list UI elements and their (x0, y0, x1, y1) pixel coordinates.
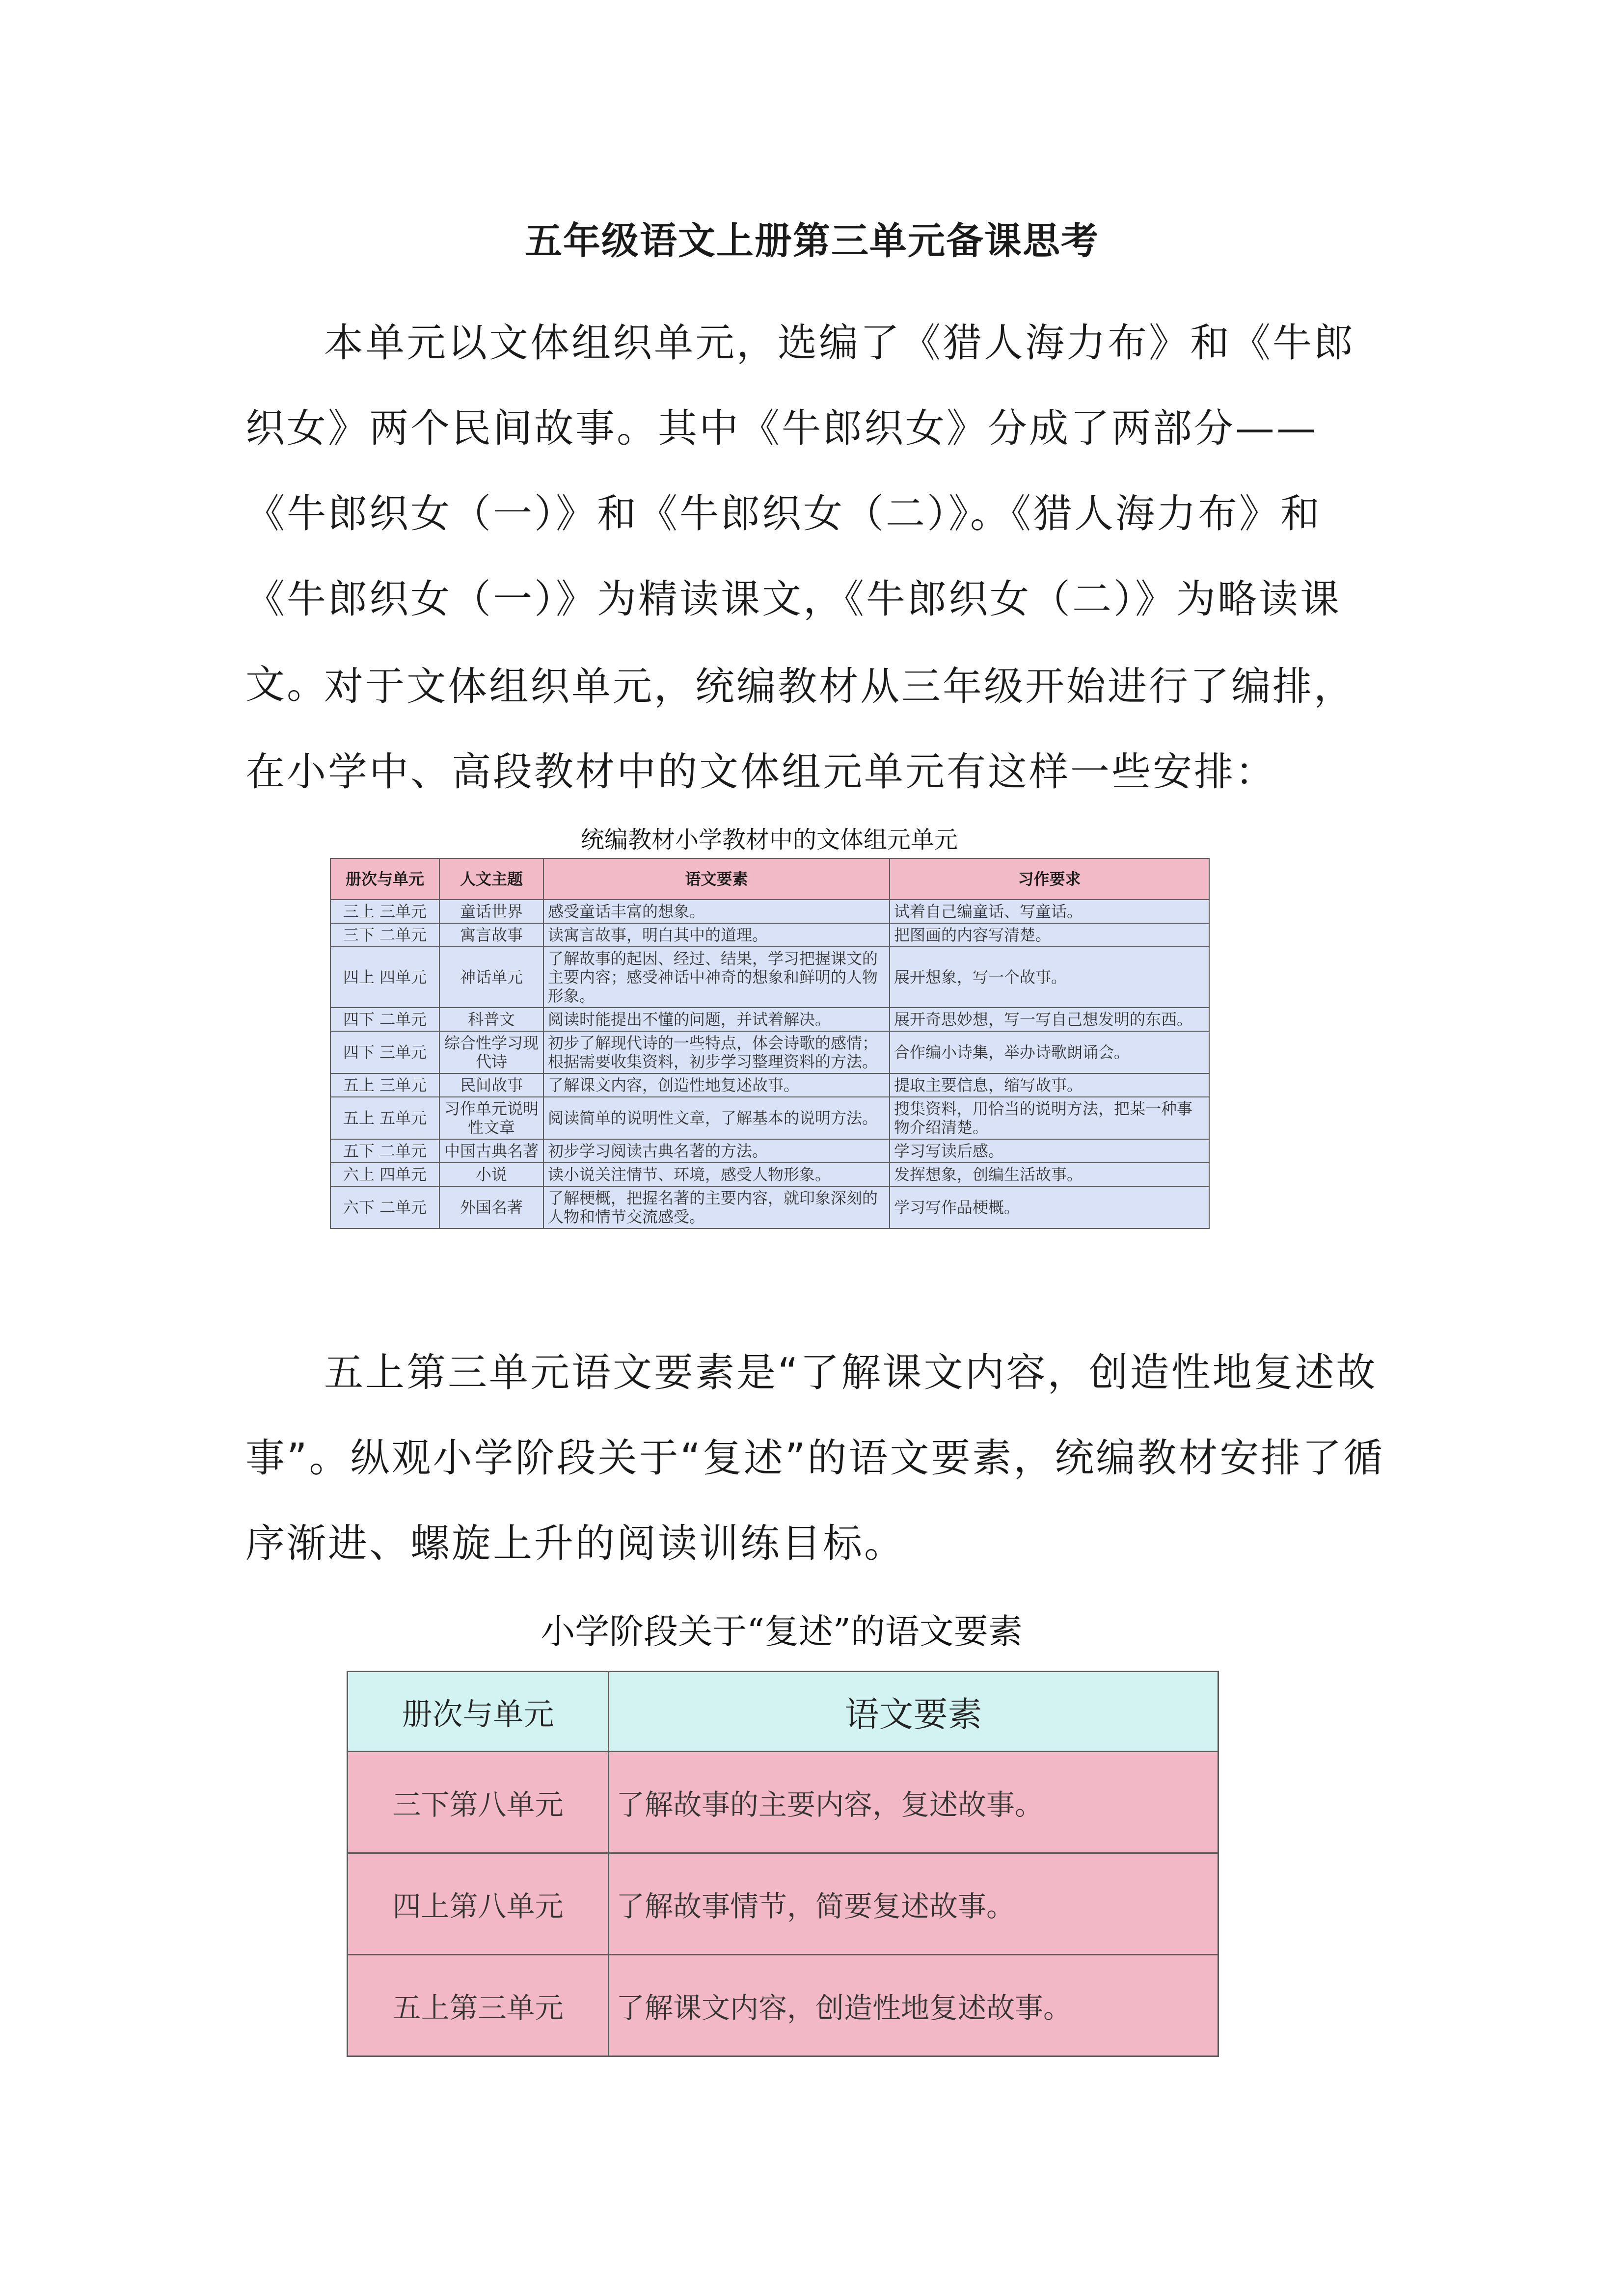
table-row (330, 1031, 1209, 1073)
table1-cell-writing: 发挥想象，创编生活故事。 (890, 1163, 1209, 1186)
table-2-caption: 小学阶段关于“复述”的语文要素 (541, 1611, 1023, 1652)
table1-cell-writing: 展开想象，写一个故事。 (890, 947, 1209, 1008)
table1-cell-unit: 四下 三单元 (330, 1031, 439, 1073)
table1-cell-element: 阅读时能提出不懂的问题，并试着解决。 (543, 1008, 890, 1031)
table1-cell-writing: 试着自己编童话、写童话。 (890, 900, 1209, 923)
table1-cell-element: 了解梗概，把握名著的主要内容，就印象深刻的人物和情节交流感受。 (543, 1186, 890, 1228)
table2-cell-unit: 四上第八单元 (348, 1853, 609, 1955)
table2-cell-element: 了解课文内容，创造性地复述故事。 (609, 1955, 1218, 2056)
table-2-body (348, 1752, 1218, 2056)
table1-cell-theme: 童话世界 (439, 900, 543, 923)
table-row (330, 1073, 1209, 1097)
table1-cell-unit: 六下 二单元 (330, 1186, 439, 1228)
table1-cell-element: 了解课文内容，创造性地复述故事。 (543, 1073, 890, 1097)
table-row (330, 1097, 1209, 1139)
table-row (348, 1752, 1218, 1853)
table1-cell-theme: 中国古典名著 (439, 1139, 543, 1163)
table-row (330, 923, 1209, 947)
table1-cell-theme: 习作单元说明性文章 (439, 1097, 543, 1139)
table-row (348, 1955, 1218, 2056)
table-1-caption: 统编教材小学教材中的文体组元单元 (580, 826, 958, 854)
table1-cell-writing: 搜集资料，用恰当的说明方法，把某一种事物介绍清楚。 (890, 1097, 1209, 1139)
table-row (330, 947, 1209, 1008)
table1-cell-element: 初步了解现代诗的一些特点，体会诗歌的感情；根据需要收集资料，初步学习整理资料的方法。 (543, 1031, 890, 1073)
table1-cell-writing: 展开奇思妙想，写一写自己想发明的东西。 (890, 1008, 1209, 1031)
table1-cell-theme: 综合性学习现代诗 (439, 1031, 543, 1073)
table1-cell-element: 初步学习阅读古典名著的方法。 (543, 1139, 890, 1163)
table1-header-unit: 册次与单元 (330, 858, 439, 900)
table1-cell-theme: 寓言故事 (439, 923, 543, 947)
table1-cell-writing: 学习写读后感。 (890, 1139, 1209, 1163)
table1-cell-element: 了解故事的起因、经过、结果，学习把握课文的主要内容；感受神话中神奇的想象和鲜明的人物形象。 (543, 947, 890, 1008)
table2-cell-unit: 三下第八单元 (348, 1752, 609, 1853)
table-2-header-row (348, 1672, 1218, 1752)
table1-cell-writing: 合作编小诗集，举办诗歌朗诵会。 (890, 1031, 1209, 1073)
table1-cell-unit: 三下 二单元 (330, 923, 439, 947)
table2-cell-unit: 五上第三单元 (348, 1955, 609, 2056)
table2-header-unit: 册次与单元 (348, 1672, 609, 1752)
table1-cell-writing: 学习写作品梗概。 (890, 1186, 1209, 1228)
table-row (330, 1139, 1209, 1163)
table2-header-element: 语文要素 (609, 1672, 1218, 1752)
table1-cell-writing: 提取主要信息，缩写故事。 (890, 1073, 1209, 1097)
table1-cell-theme: 外国名著 (439, 1186, 543, 1228)
table1-cell-theme: 小说 (439, 1163, 543, 1186)
table1-cell-theme: 神话单元 (439, 947, 543, 1008)
table-1-body (330, 900, 1209, 1228)
paragraph-intro: 本单元以文体组织单元，选编了《猎人海力布》和《牛郎织女》两个民间故事。其中《牛郎织女》分成了两部分——《牛郎织女（一）》和《牛郎织女（二）》。《猎人海力布》和《牛郎织女（一）》为精读课文，《牛郎织女（二）》为略读课文。 (245, 320, 1355, 707)
document-title: 五年级语文上册第三单元备课思考 (525, 219, 1099, 263)
table1-cell-element: 读小说关注情节、环境，感受人物形象。 (543, 1163, 890, 1186)
table-row (330, 1163, 1209, 1186)
table-row (330, 1008, 1209, 1031)
table-1-header-row (330, 858, 1209, 900)
paragraph-genre-units: 对于文体组织单元，统编教材从三年级开始进行了编排，在小学中、高段教材中的文体组元单元有这样一些安排： (245, 664, 1355, 795)
table2-cell-element: 了解故事的主要内容，复述故事。 (609, 1752, 1218, 1853)
table2-cell-element: 了解故事情节，简要复述故事。 (609, 1853, 1218, 1955)
table-row (348, 1853, 1218, 1955)
table1-header-element: 语文要素 (543, 858, 890, 900)
table1-cell-element: 阅读简单的说明性文章，了解基本的说明方法。 (543, 1097, 890, 1139)
table1-cell-unit: 三上 三单元 (330, 900, 439, 923)
table1-cell-theme: 科普文 (439, 1008, 543, 1031)
table1-cell-unit: 五下 二单元 (330, 1139, 439, 1163)
table1-cell-unit: 四上 四单元 (330, 947, 439, 1008)
table1-header-theme: 人文主题 (439, 858, 543, 900)
table1-cell-element: 感受童话丰富的想象。 (543, 900, 890, 923)
table1-cell-writing: 把图画的内容写清楚。 (890, 923, 1209, 947)
table-row (330, 900, 1209, 923)
retelling-elements-table (347, 1671, 1219, 2057)
table-row (330, 1186, 1209, 1228)
table1-cell-unit: 五上 三单元 (330, 1073, 439, 1097)
table1-cell-unit: 四下 二单元 (330, 1008, 439, 1031)
table1-cell-unit: 六上 四单元 (330, 1163, 439, 1186)
table1-header-writing: 习作要求 (890, 858, 1209, 900)
paragraph-retelling: 五上第三单元语文要素是“了解课文内容，创造性地复述故事”。纵观小学阶段关于“复述”的语文要素，统编教材安排了循序渐进、螺旋上升的阅读训练目标。 (245, 1350, 1385, 1566)
table1-cell-element: 读寓言故事，明白其中的道理。 (543, 923, 890, 947)
table1-cell-theme: 民间故事 (439, 1073, 543, 1097)
genre-units-table (330, 858, 1210, 1229)
table1-cell-unit: 五上 五单元 (330, 1097, 439, 1139)
